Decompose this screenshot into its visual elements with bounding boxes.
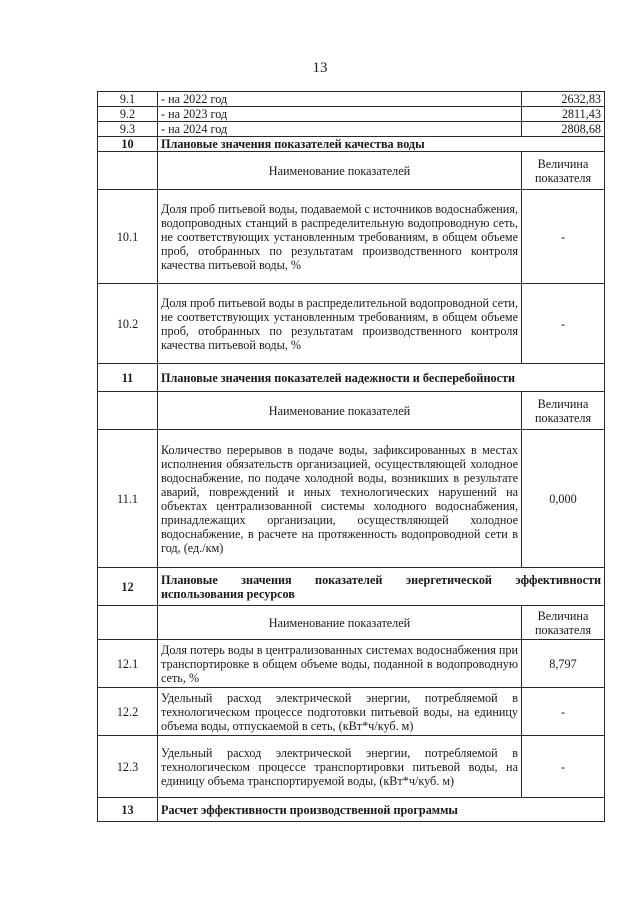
indicator-text: Доля проб питьевой воды, подаваемой с источников водоснабжения, водопроводных станций в распределительную водопроводную сеть, не соответствующих установленным требованиям, в общем объеме проб, отобранных по результатам производственного контроля качества питьевой воды, %	[158, 190, 522, 284]
row-number: 11.1	[98, 430, 158, 568]
indicator-text: - на 2024 год	[158, 122, 522, 137]
column-header-value: Величина показателя	[522, 392, 605, 430]
indicator-text: Удельный расход электрической энергии, потребляемой в технологическом процессе подготовки питьевой воды, на единицу объема воды, отпускаемой в сеть, (кВт*ч/куб. м)	[158, 688, 522, 736]
section-number: 13	[98, 798, 158, 822]
indicator-text: Количество перерывов в подаче воды, зафиксированных в местах исполнения обязательств организацией, осуществляющей холодное водоснабжение, по подаче холодной воды, возникших в результате аварий, повреждений и иных технологических нарушений на объектах централизованной системы холодного водоснабжения, принадлежащих организации, осуществляющей холодное водоснабжение, в расчете на протяженность водопроводной сети в год, (ед./км)	[158, 430, 522, 568]
table-row	[98, 107, 605, 122]
table-row	[98, 190, 605, 284]
section-title: Плановые значения показателей качества воды	[158, 137, 605, 152]
table-row	[98, 122, 605, 137]
row-number: 10.1	[98, 190, 158, 284]
column-header-name: Наименование показателей	[158, 392, 522, 430]
section-number: 11	[98, 364, 158, 392]
table-row	[98, 736, 605, 798]
section-title: Плановые значения показателей энергетической эффективности использования ресурсов	[158, 568, 605, 606]
column-header-value: Величина показателя	[522, 606, 605, 640]
indicator-value: -	[522, 688, 605, 736]
indicator-value: -	[522, 190, 605, 284]
header-row	[98, 152, 605, 190]
column-header-name: Наименование показателей	[158, 606, 522, 640]
indicator-text: Доля потерь воды в централизованных системах водоснабжения при транспортировке в общем объеме воды, поданной в водопроводную сеть, %	[158, 640, 522, 688]
row-number: 9.1	[98, 92, 158, 107]
row-number: 10.2	[98, 284, 158, 364]
indicators-table	[97, 91, 605, 822]
indicator-text: Удельный расход электрической энергии, потребляемой в технологическом процессе транспортировки питьевой воды, на единицу объема транспортируемой воды, (кВт*ч/куб. м)	[158, 736, 522, 798]
section-title: Расчет эффективности производственной программы	[158, 798, 605, 822]
row-number: 12.1	[98, 640, 158, 688]
page-number: 13	[312, 60, 328, 76]
indicator-value: 2632,83	[522, 92, 605, 107]
indicator-value: 2811,43	[522, 107, 605, 122]
indicator-value: 2808,68	[522, 122, 605, 137]
row-number: 9.3	[98, 122, 158, 137]
header-row	[98, 606, 605, 640]
indicator-text: - на 2022 год	[158, 92, 522, 107]
table-row	[98, 688, 605, 736]
table-row	[98, 92, 605, 107]
row-number: 9.2	[98, 107, 158, 122]
indicator-text: Доля проб питьевой воды в распределительной водопроводной сети, не соответствующих установленным требованиям, в общем объеме проб, отобранных по результатам производственного контроля качества питьевой воды, %	[158, 284, 522, 364]
table-row	[98, 430, 605, 568]
section-row	[98, 798, 605, 822]
row-number: 12.3	[98, 736, 158, 798]
table-row	[98, 284, 605, 364]
section-number: 10	[98, 137, 158, 152]
row-number: 12.2	[98, 688, 158, 736]
indicator-value: -	[522, 736, 605, 798]
section-row	[98, 364, 605, 392]
indicator-value: -	[522, 284, 605, 364]
section-title: Плановые значения показателей надежности и бесперебойности	[158, 364, 605, 392]
indicator-value: 8,797	[522, 640, 605, 688]
header-row	[98, 392, 605, 430]
indicator-value: 0,000	[522, 430, 605, 568]
section-number: 12	[98, 568, 158, 606]
indicator-text: - на 2023 год	[158, 107, 522, 122]
column-header-name: Наименование показателей	[158, 152, 522, 190]
section-row	[98, 137, 605, 152]
section-row	[98, 568, 605, 606]
column-header-value: Величина показателя	[522, 152, 605, 190]
table-row	[98, 640, 605, 688]
